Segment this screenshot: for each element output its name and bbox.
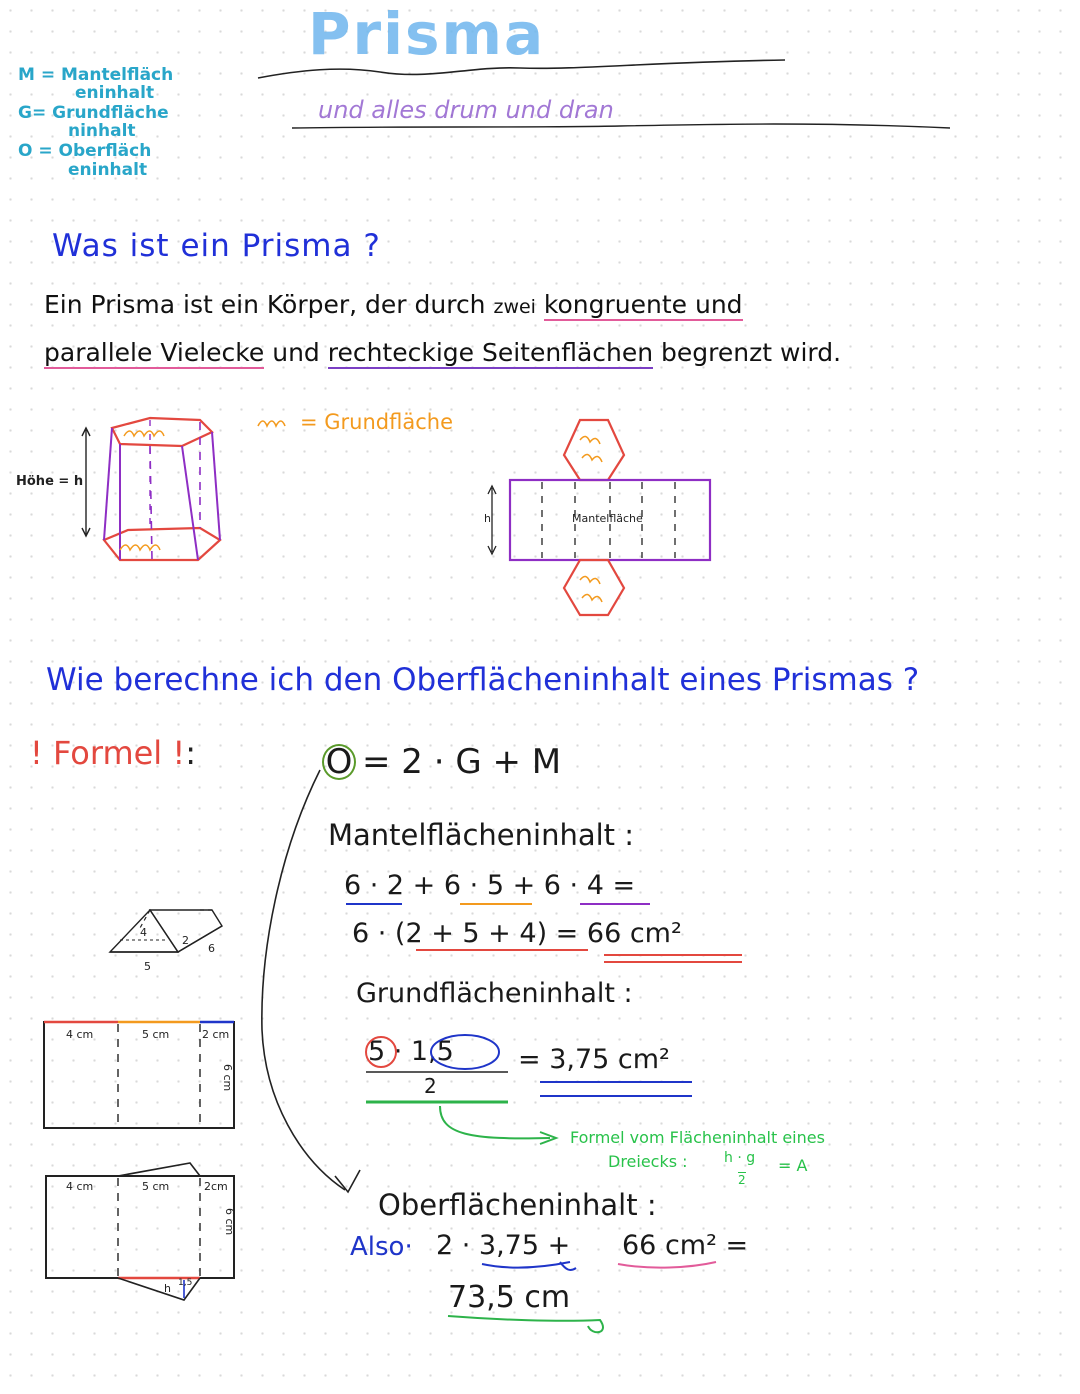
exclamation-icon: ! — [30, 734, 43, 772]
net2-label-4cm: 4 cm — [66, 1180, 94, 1193]
grund-numerator: 5 · 1,5 — [368, 1036, 454, 1067]
definition-word-vielecke: parallele Vielecke — [44, 338, 265, 367]
mantel-calc-line1: 6 · 2 + 6 · 5 + 6 · 4 = — [344, 870, 636, 901]
prism-label-b: 2 — [182, 934, 189, 947]
legend-g-line1: G= Grundfläche — [18, 103, 169, 123]
net-h-label: h — [484, 512, 491, 525]
net1-label-4cm: 4 cm — [66, 1028, 94, 1041]
question-what-is-prism: Was ist ein Prisma ? — [52, 228, 381, 264]
formel-o-symbol: O — [322, 744, 356, 780]
ober-expr-a: 2 · 3,75 + — [436, 1230, 571, 1261]
ober-result: 73,5 cm — [448, 1280, 571, 1315]
exclamation-icon: ! — [172, 734, 186, 772]
ober-expr-b: 66 cm² = — [622, 1230, 749, 1261]
net2-label-h-value: 1,5 — [178, 1278, 193, 1288]
mantelflaeche-label: Mantelfläche — [572, 512, 643, 525]
grundflaeche-note: = Grundfläche — [300, 410, 453, 434]
definition-word-begrenzt: begrenzt wird. — [661, 338, 842, 367]
grund-denominator: 2 — [424, 1074, 437, 1098]
net1-label-5cm: 5 cm — [142, 1028, 170, 1041]
definition-word-zwei: zwei — [493, 296, 536, 318]
net2-label-6cm: 6 cm — [223, 1208, 236, 1236]
net2-label-5cm: 5 cm — [142, 1180, 170, 1193]
mantel-heading: Mantelflächeninhalt : — [328, 818, 635, 852]
net1-label-2cm: 2 cm — [202, 1028, 230, 1041]
net2-label-h: h — [164, 1282, 171, 1295]
triangle-formula-note-line1: Formel vom Flächeninhalt eines — [570, 1128, 825, 1147]
mantel-calc-line2: 6 · (2 + 5 + 4) = 66 cm² — [352, 918, 682, 949]
prism-label-c: 6 — [208, 942, 215, 955]
triangle-formula-numerator: h · g — [724, 1150, 756, 1166]
formel-label: ! Formel !: — [30, 734, 196, 772]
prism-label-d: 5 — [144, 960, 151, 973]
legend-o-line2: eninhalt — [68, 160, 148, 180]
net2-label-2cm: 2cm — [204, 1180, 228, 1193]
legend-o-line1: O = Oberfläch — [18, 141, 152, 161]
definition-word-kongruente: kongruente und — [543, 290, 743, 319]
legend-m-line1: M = Mantelfläch — [18, 65, 174, 85]
question-surface-area: Wie berechne ich den Oberflächeninhalt eines Prismas ? — [46, 662, 920, 698]
triangle-formula-denominator: 2 — [738, 1173, 746, 1187]
legend-g-line2: ninhalt — [68, 121, 136, 141]
definition-word-seitenflaechen: rechteckige Seitenflächen — [327, 338, 654, 367]
definition-line1-a: Ein Prisma ist ein Körper, der durch — [44, 290, 486, 319]
page-title: Prisma — [308, 0, 546, 68]
formel-expression: = 2 · G + M — [362, 742, 562, 782]
ober-also: Also· — [350, 1232, 413, 1262]
page-subtitle: und alles drum und dran — [318, 96, 614, 124]
net1-label-6cm: 6 cm — [221, 1064, 234, 1092]
prism-label-a: 4 — [140, 926, 147, 939]
grund-result: = 3,75 cm² — [518, 1044, 670, 1075]
triangle-formula-note-line2: Dreiecks : — [608, 1152, 688, 1171]
definition-word-und: und — [272, 338, 320, 367]
grund-heading: Grundflächeninhalt : — [356, 978, 633, 1009]
legend-m-line2: eninhalt — [75, 83, 155, 103]
triangle-formula-result: = A — [778, 1156, 808, 1175]
hoehe-label: Höhe = h — [16, 474, 84, 489]
formel-text: Formel — [53, 734, 163, 772]
ober-heading: Oberflächeninhalt : — [378, 1188, 657, 1222]
